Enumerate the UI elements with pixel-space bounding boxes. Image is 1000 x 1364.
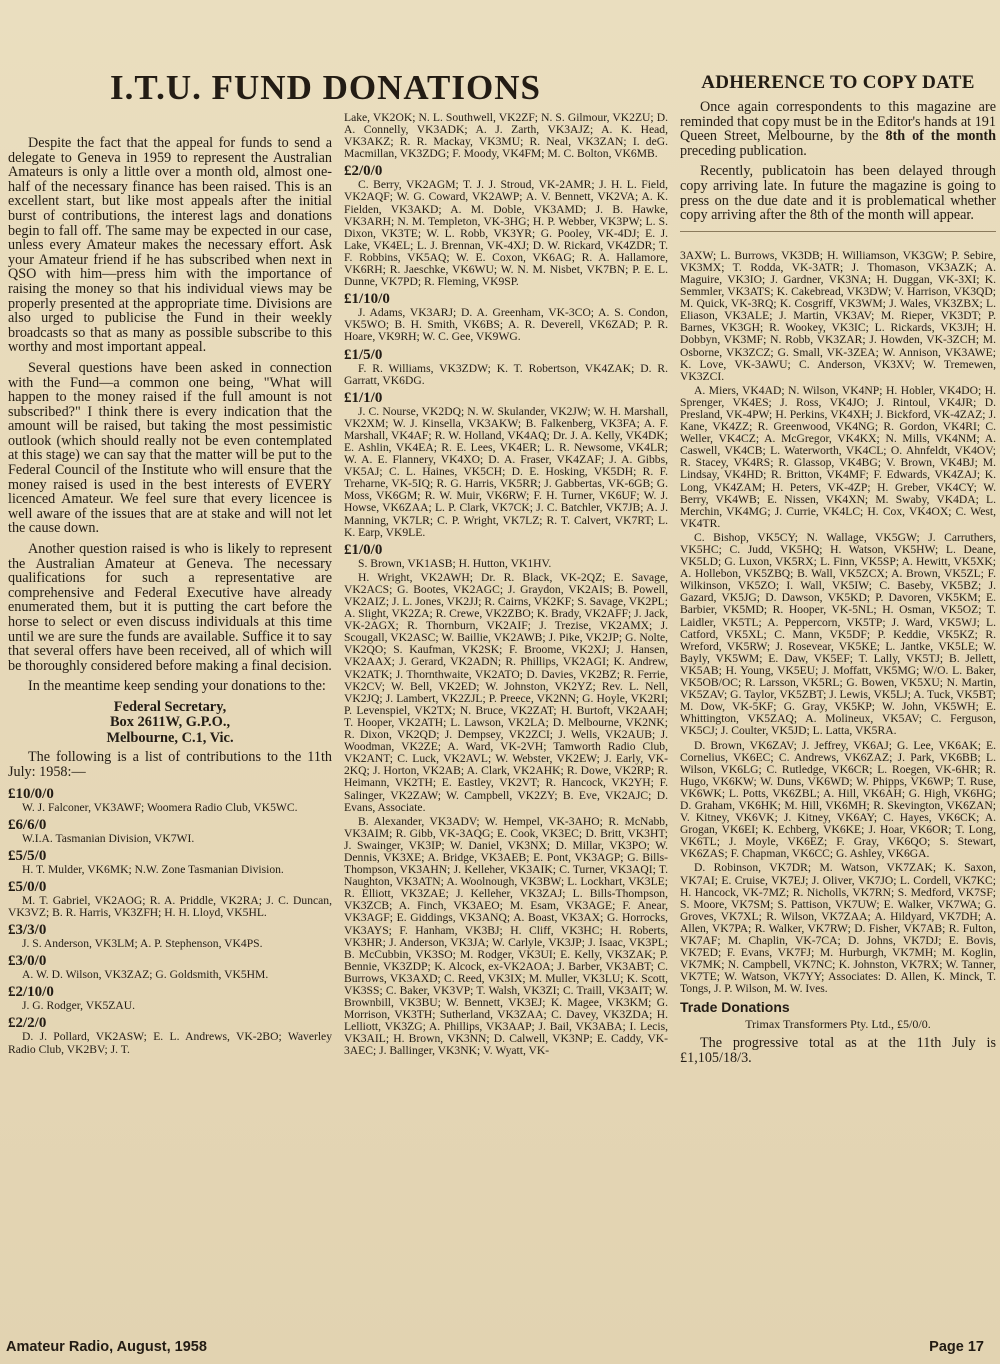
donation-amount: £1/0/0 (344, 541, 383, 558)
donor-list: W. J. Falconer, VK3AWF; Woomera Radio Club, VK5WC. (22, 800, 298, 814)
address-line-3: Melbourne, C.1, Vic. (106, 729, 234, 746)
donation-amount: £2/10/0 (8, 984, 54, 1001)
donor-list: C. Berry, VK2AGM; T. J. J. Stroud, VK-2AMR; J. H. L. Field, VK2AQF; W. G. Coward, VK2AWP; A. V. Bennett, VK2VA; A. K. Fielden, VK3AKD; A. M. Doble, VK3AMD; J. B. Hawke, VK3ARH; N. M. Templeton, VK-3HG; H. P. Webber, VK3PW; L. S. Dixon, VK3TE; W. L. Robb, VK3YR; G. Pooley, VK-4DJ; E. J. Lake, VK4EL; L. J. Brennan, VK-4XJ; D. W. Rickard, VK4ZDR; T. F. Robbins, VK5AQ; W. E. Coxon, VK6AG; R. A. Hallamore, VK6RH; R. Jaeschke, VK6WU; W. N. M. Nisbet, VK7BN; P. E. L. Dunne, VK7PD; R. Fleming, VK9SP. (344, 178, 668, 289)
footer-page-number: Page 17 (929, 1339, 984, 1355)
donor-list: J. G. Rodger, VK5ZAU. (22, 999, 135, 1013)
progressive-total: The progressive total as at the 11th July is £1,105/18/3. (680, 1035, 996, 1067)
donation-amount: £5/5/0 (8, 847, 47, 864)
sidebar-text: Once again correspondents to this magazine are reminded that copy must be in the Editor's hands at 191 Queen Street, Melbourne, by the (680, 99, 996, 145)
footer-publication: Amateur Radio, August, 1958 (6, 1339, 207, 1355)
donor-list-tas: D. Robinson, VK7DR; M. Watson, VK7ZAK; K. Saxon, VK7AI; E. Cruise, VK7EJ; J. Oliver, VK7JO; L. Cordell, VK7KC; H. Hancock, VK-7MZ; R. Nicholls, VK7RN; S. Medford, VK7SF; S. Moore, VK7SM; S. Pattison, VK7UW; E. Walker, VK7WA; G. Groves, VK7XL; R. Wilson, VK7ZAA; A. Hildyard, VK7DH; A. Allen, VK7PA; R. Walker, VK7RW; D. Fisher, VK7AB; R. Fulton, VK7AF; M. Chaplin, VK-7CA; D. Johns, VK7DJ; E. Bovis, VK7ED; F. Evans, VK7FJ; M. Hurburgh, VK7MH; M. Koglin, VK7MK; N. Campbell, VK7NC; K. Johnston, VK7RX; W. Tanner, VK7TE; W. Watson, VK7YY; Associates: D. Allen, K. Minck, T. Tongs, J. P. Wilson, M. W. Ives. (680, 861, 996, 996)
donor-list-vic: B. Alexander, VK3ADV; W. Hempel, VK-3AHO; R. McNabb, VK3AIM; R. Gibb, VK-3AQG; E. Cook, VK3EC; D. Britt, VK3HT; J. Swainger, VK3IP; W. Daniel, VK3NX; D. Millar, VK3PO; W. Dennis, VK3XE; A. Bridge, VK3AEB; E. Pont, VK3AGP; G. Bills-Thompson, VK3AHN; J. Kelleher, VK3AIK; C. Turner, VK3AQI; T. Naughton, VK3ATN; A. Woolnough, VK3BW; L. Lockhart, VK3LE; R. Elliott, VK3ZAE; J. Kelleher, VK3ZAJ; L. Bills-Thompson, VK3ZCB; A. Finch, VK3AEO; M. Esam, VK3AGE; F. Anear, VK3AGF; E. Giddings, VK3ANQ; A. Boast, VK3AX; G. Horrocks, VK3AYS; F. Hanham, VK3BJ; H. Cliff, VK3HC; H. Roberts, VK3HR; J. Anderson, VK3JA; W. Carlyle, VK3JP; J. Isaac, VK3PL; B. McCubbin, VK3SO; M. Rodger, VK3UI; E. Kelly, VK3ZAK; P. Bennie, VK3ZDP; K. Alcock, ex-VK2AOA; J. Barber, VK3ABT; C. Burrows, VK3AXD; C. Reed, VK3IX; M. Muller, VK3LU; K. Scott, VK3SS; C. Baker, VK3VP; T. Walsh, VK3ZI; C. Traill, VK3AIT; W. Brownbill, VK3BU; W. Bennett, VK3EJ; K. Magee, VK3KM; G. Morrison, VK3TH; Sutherland, VK3ZAA; C. Davey, VK3ZDA; H. Lelliott, VK3ZG; A. Phillips, VK3AAP; J. Bail, VK3ABA; I. Lecis, VK3AIL; H. Brown, VK3NN; D. Calwell, VK3NP; E. Caddy, VK-3AEC; J. Ballinger, VK3NK; V. Wyatt, VK- (344, 814, 668, 1058)
donation-group (8, 1015, 332, 1055)
donation-amount: £1/10/0 (344, 291, 390, 308)
donor-list-continued: 3AXW; L. Burrows, VK3DB; H. Williamson, VK3GW; P. Sebire, VK3MX; T. Rodda, VK-3ATR; J. Thomason, VK3AZK; A. Maguire, VK3IO; J. Gardner, VK3NA; H. Duggan, VK-3XI; K. Semmler, VK3ATS; K. Cakebread, VK3DW; V. Harrison, VK3QD; M. Quick, VK-3RQ; K. Cosgriff, VK3WM; J. Wales, VK3ZBX; L. Eliason, VK3ALE; J. Martin, VK3AV; M. Rieper, VK3DT; P. Barnes, VK3GH; R. Wookey, VK3IC; L. Rickards, VK3JH; H. Dobbyn, VK3MF; N. Robb, VK3ZAR; J. Howden, VK-3ZCH; M. Osborne, VK3ZCZ; G. Small, VK-3ZEA; W. Annison, VK3AWE; K. Love, VK-3AWU; C. Anderson, VK3XV; W. Tremewen, VK3ZCI. (680, 248, 996, 383)
postal-address (8, 700, 332, 747)
sidebar-emphasis: 8th of the month (885, 128, 997, 145)
donor-list-sa: C. Bishop, VK5CY; N. Wallage, VK5GW; J. Carruthers, VK5HC; C. Judd, VK5HQ; H. Watson, VK5HW; L. Deane, VK5LD; G. Luxon, VK5RX; L. Finn, VK5SP; A. Hewitt, VK5XK; A. Hollebon, VK5ZBQ; B. Wall, VK5ZCX; A. Brown, VK5ZL; F. Wilkinson, VK5ZO; I. Wall, VK5IW; C. Baseby, VK5BZ; J. Gazard, VK5JG; D. Dawson, VK5KD; P. Davoren, VK5KM; E. Barbier, VK5MD; R. Hooper, VK-5NL; H. Osman, VK5OZ; T. Laidler, VK5TL; A. Peppercorn, VK5TP; J. Ward, VK5WJ; L. Catford, VK5XL; C. Mann, VK5DF; P. Keddie, VK5KZ; R. Wreford, VK5RW; J. Rosevear, VK5KE; L. Jantke, VK5LE; W. Bayly, VK5WM; E. Daw, VK5EF; T. Lally, VK5TJ; B. Jellett, VK5AB; H. Young, VK5EU; J. Moffatt, VK5MG; W/O. L. Baker, VK5OB/OC; R. Larsson, VK5RL; G. Bowen, VK5XU; N. Martin, VK5ZAV; G. Taylor, VK5ZBT; J. Lewis, VK5LJ; A. Tuck, VK5BT; M. Dow, VK-5KF; G. Gray, VK5KP; W. John, VK5WH; E. Whittington, VK5ZAQ; A. Molineux, VK5AV; C. Ferguson, VK5CJ; J. Coulter, VK5JD; L. Latta, VK5RA. (680, 530, 996, 738)
donor-list: J. C. Nourse, VK2DQ; N. W. Skulander, VK2JW; W. H. Marshall, VK2XM; W. J. Kinsella, VK3AKW; B. Falkenberg, VK3FA; A. F. Marshall, VK4AF; R. W. Holland, VK4AQ; Dr. J. A. Kelly, VK4DK; E. Ashlin, VK4EA; R. E. Lees, VK4ER; L. R. Newsome, VK4LR; W. A. E. Flannery, VK4XO; D. A. Fraser, VK4ZAF; J. A. Gibbs, VK5AJ; C. L. Haines, VK5CH; D. E. Hosking, VK5DH; R. F. Treharne, VK-5IQ; R. G. Harris, VK5RR; J. Gabbertas, VK-6GB; G. Moss, VK6GM; R. W. Muir, VK6RW; F. H. Turner, VK6UF; W. J. Howse, VK6ZAA; L. P. Clark, VK7CK; J. C. Batchler, VK7JB; A. J. Manning, VK7LR; C. P. Wright, VK7LZ; R. T. Calvert, VK7RT; L. K. Earp, VK9LE. (344, 404, 668, 539)
donor-list: A. W. D. Wilson, VK3ZAZ; G. Goldsmith, VK5HM. (22, 968, 269, 982)
donor-list-wa: D. Brown, VK6ZAV; J. Jeffrey, VK6AJ; G. Lee, VK6AK; E. Cornelius, VK6EC; C. Andrews, VK6ZAZ; J. Park, VK6BB; L. Wilson, VK6LG; C. Rutledge, VK6CR; L. Roegen, VK-6HR; R. Hugo, VK6KW; W. Duns, VK6WD; W. Phipps, VK6WP; T. Ruse, VK6WK; L. Potts, VK6ZBL; A. Hill, VK6AH; G. High, VK6HG; D. Graham, VK6HK; M. Hill, VK6MH; R. Skevington, VK6ZAN; V. Kitney, VK6VK; J. Kitney, VK6AY; C. Hayes, VK6CK; A. Grogan, VK6EI; K. Echberg, VK6KE; J. Hoar, VK6OR; T. Long, VK6TL; J. Moyle, VK6EZ; F. Gray, VK6QO; S. Stewart, VK6ZAS; F. Chapman, VK6CC; G. Ashley, VK6GA. (680, 738, 996, 861)
donation-group (8, 848, 332, 876)
column-3 (680, 62, 996, 1332)
sidebar-title: ADHERENCE TO COPY DATE (701, 72, 975, 93)
donor-list: J. S. Anderson, VK3LM; A. P. Stephenson, VK4PS. (22, 937, 263, 951)
page-footer (6, 1339, 984, 1355)
donation-amount: £1/1/0 (344, 389, 383, 406)
donor-list: F. R. Williams, VK3ZDW; K. T. Robertson, VK4ZAK; D. R. Garratt, VK6DG. (344, 361, 668, 387)
donation-amount: £2/0/0 (344, 163, 383, 180)
columns (8, 62, 997, 1332)
address-line-1: Federal Secretary, (113, 698, 227, 715)
sidebar-text: preceding publication. (680, 142, 807, 159)
donor-list-qld: A. Miers, VK4AD; N. Wilson, VK4NP; H. Hobler, VK4DO; H. Sprenger, VK4ES; J. Ross, VK4JO; J. Rintoul, VK4JR; D. Presland, VK-4PW; H. Perkins, VK4XH; J. Bickford, VK-4ZAZ; J. Kane, VK4ZZ; R. Greenwood, VK4NG; R. Gordon, VK4RI; C. Weller, VK4CZ; A. McGregor, VK4KX; N. Mills, VK4NM; A. Caswell, VK4CB; L. Waterworth, VK4CL; O. Ahnfeldt, VK4OV; R. Stacey, VK4RS; R. Glassop, VK4BG; V. Brown, VK4BJ; M. Lindsay, VK4HD; R. Britton, VK4MF; F. Edwards, VK4ZAJ; K. Long, VK4ZAM; H. Peters, VK-4ZP; H. Greber, VK4CY; W. Berry, VK4WB; E. Nissen, VK4XN; M. Swaby, VK4DA; L. Merchin, VK4MG; J. Currie, VK4LC; H. Cox, VK4OX; C. West, VK4TR. (680, 383, 996, 530)
donation-amount: £1/5/0 (344, 346, 383, 363)
donation-group (8, 953, 332, 981)
donation-amount: £10/0/0 (8, 785, 54, 802)
trade-item: Trimax Transformers Pty. Ltd., £5/0/0. (745, 1017, 931, 1032)
intro-paragraph-1: Despite the fact that the appeal for funds to send a delegate to Geneva in 1959 to represent the Australian Amateurs is only a little over a month old, almost one-half of the necessary finance has been raised. This is an excellent start, but like most appeals after the initial burst of contributions, the interest lags and donations begin to fall off. The same may be expected in our case, unless every Amateur makes the necessary effort. Ask your Amateur friend if he has subscribed when next in QSO with him—press him with the importance of raising the money so that his individual views may be properly presented at the appropriate time. Divisions are also urged to publicise the Fund in their weekly broadcasts so that as many as possible subscribe to this worthy and most important appeal. (8, 135, 332, 356)
donor-list-continued: Lake, VK2OK; N. L. Southwell, VK2ZF; N. S. Gilmour, VK2ZU; D. A. Connelly, VK3ADK; A. J. Zarth, VK3AJZ; A. K. Head, VK3AKZ; R. R. Mackay, VK3MU; R. Neal, VK3ZAN; I. deG. Macmillan, VK3ZDG; F. Moody, VK4FM; M. C. Bolton, VK6MB. (344, 111, 668, 161)
donation-amount: £2/2/0 (8, 1015, 47, 1032)
donation-amount: £3/3/0 (8, 922, 47, 939)
donation-group (8, 817, 332, 845)
intro-paragraph-5: The following is a list of contributions to the 11th July: 1958:— (8, 749, 332, 781)
sidebar-divider (680, 231, 996, 250)
donation-amount: £5/0/0 (8, 878, 47, 895)
column-2 (344, 62, 668, 1332)
sidebar-paragraph-2: Recently, publicatoin has been delayed through copy arriving late. In future the magazine is going to press on the due date and it is problematical whether copy arriving after the 8th of the month will appear. (680, 163, 996, 224)
donation-group (344, 163, 668, 288)
donor-list: J. Adams, VK3ARJ; D. A. Greenham, VK-3CO; A. S. Condon, VK5WO; B. H. Smith, VK6BS; A. R. Deverell, VK6ZAD; P. R. Hoare, VK9RH; W. C. Gee, VK9WG. (344, 306, 668, 344)
address-line-2: Box 2611W, G.P.O., (109, 714, 231, 731)
trade-heading: Trade Donations (680, 999, 790, 1016)
sidebar-paragraph-1 (680, 100, 996, 158)
donor-list: S. Brown, VK1ASB; H. Hutton, VK1HV. (358, 556, 552, 570)
article-title: I.T.U. FUND DONATIONS (110, 68, 541, 107)
donation-group (8, 922, 332, 950)
donor-list: D. J. Pollard, VK2ASW; E. L. Andrews, VK-2BO; Waverley Radio Club, VK2BV; J. T. (8, 1030, 332, 1056)
donor-list: M. T. Gabriel, VK2AOG; R. A. Priddle, VK2RA; J. C. Duncan, VK3VZ; B. R. Harris, VK3ZFH; H. H. Lloyd, VK5HL. (8, 893, 332, 920)
donation-group (344, 390, 668, 539)
donation-group (344, 542, 668, 570)
donation-amount: £6/6/0 (8, 816, 47, 833)
donation-group (344, 347, 668, 387)
intro-paragraph-3: Another question raised is who is likely to represent the Australian Amateur at Geneva. The necessary qualifications for such a representative are comprehensive and Federal Executive have already enumerated them, but it is putting the cart before the horse to select or even discuss individuals at this time until we are sure the funds are available. Suffice it to say that several offers have been received, all of which will be thoroughly considered before making a final decision. (8, 541, 332, 674)
donation-group (344, 291, 668, 343)
donation-group (8, 879, 332, 919)
donation-group (8, 984, 332, 1012)
intro-paragraph-4: In the meantime keep sending your donations to the: (28, 678, 326, 695)
donor-list: H. T. Mulder, VK6MK; N.W. Zone Tasmanian Division. (22, 862, 284, 876)
donation-group (8, 786, 332, 814)
donation-amount: £3/0/0 (8, 953, 47, 970)
column-1 (8, 62, 332, 1332)
intro-paragraph-2: Several questions have been asked in connection with the Fund—a common one being, "What will happen to the money raised if the full amount is not subscribed?" I think there is every indication that the amount will be raised, but taking the most pessimistic outlook (which should really not be even contemplated at this stage) we can say that the matter will be put to the Federal Council of the Institute who will ensure that the money raised is used in the best interests of EVERY licenced Amateur. We feel sure that every licencee is well aware of the issues that are at stake and will not let the cause down. (8, 359, 332, 537)
donor-list: W.I.A. Tasmanian Division, VK7WI. (22, 831, 195, 845)
donor-list-nsw: H. Wright, VK2AWH; Dr. R. Black, VK-2QZ; E. Savage, VK2ACS; G. Bootes, VK2AGC; J. Graydon, VK2AIS; B. Powell, VK2AIZ; J. L. Jones, VK2JJ; R. Cairns, VK2KF; S. Savage, VK2PL; A. Slight, VK2ZA; R. Crewe, VK2ZBO; K. Brady, VK2AFF; J. Jack, VK-2AGX; R. Thornburn, VK2AIF; J. Trezise, VK2AMX; J. Scougall, VK2ASC; W. Baillie, VK2AWB; J. Pike, VK2JP; G. Nolte, VK2QO; S. Kaufman, VK2SK; F. Broome, VK2XJ; J. Hansen, VK2AAX; J. Gerard, VK2ADN; R. Phillips, VK2AGI; K. Andrew, VK2ATK; J. Thornthwaite, VK2ATO; D. Davies, VK2BZ; R. Ferrie, VK2CV; W. Bell, VK2ED; W. Johnston, VK2YZ; Rev. L. Nell, VK2JQ; J. Lambert, VK2ZJL; P. Preece, VK2NN; G. Hoyle, VK2RI; P. Levenspiel, VK2TX; N. Bruce, VK2ZAT; H. Burtoft, VK2AAH; T. Hooper, VK2ATH; L. Lawson, VK2LA; D. Melbourne, VK2NK; R. Dixon, VK2QD; J. Dempsey, VK2ZCI; J. Wells, VK2AUB; J. Woodman, VK2ZE; A. Ward, VK-2VH; Tamworth Radio Club, VK2ANT; C. Luck, VK2AVL; W. Webster, VK2EW; J. Early, VK-2KQ; J. Horton, VK2AB; A. Clark, VK2AHK; R. Dowe, VK2RP; R. Heimann, VK2TH; E. Eastley, VK2VT; R. Hancock, VK2YH; F. Salinger, VK2ZAW; W. Campbell, VK2ZY; B. Eve, VK2AJC; D. Evans, Associate. (344, 570, 668, 814)
